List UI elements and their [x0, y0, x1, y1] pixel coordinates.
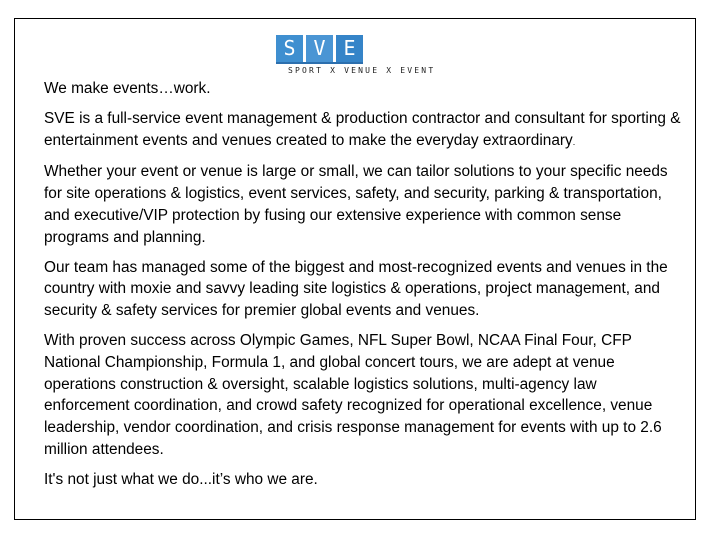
team-paragraph: Our team has managed some of the biggest and most-recognized events and venues in the country with moxie and savvy leading site logistics & operations, project management, and security & safety services for premier global events and venues. — [44, 258, 668, 320]
about-period: . — [572, 136, 576, 147]
about-paragraph — [44, 108, 684, 154]
sve-logo — [276, 35, 438, 77]
experience-paragraph: With proven success across Olympic Games, NFL Super Bowl, NCAA Final Four, CFP National Championship, Formula 1, and global concert tours, we are adept at venue operations construction & oversight, scalable logistics solutions, multi-agency law enforcement coordination, and crowd safety recognized for operational excellence, venue leadership, vendor coordination, and crisis response management for events with up to 2.6 million attendees. — [44, 331, 662, 458]
services-paragraph: Whether your event or venue is large or small, we can tailor solutions to your specific needs for site operations & logistics, event services, safety, and security, parking & transportation, and executive/VIP protection by fusing our extensive experience with common sense programs and planning. — [44, 163, 668, 246]
logo-letter-s: S — [276, 35, 303, 62]
intro-paragraph: We make events…work. — [44, 80, 211, 97]
logo-underline — [276, 62, 363, 64]
logo-letters — [276, 35, 363, 62]
about-text: SVE is a full-service event management & production contractor and consultant for sporting & entertainment events and venues created to make the everyday extraordinary — [44, 109, 681, 149]
logo-letter-e: E — [336, 35, 363, 62]
closing-paragraph: It's not just what we do...it’s who we are. — [44, 470, 318, 488]
logo-tagline: SPORT X VENUE X EVENT — [288, 66, 436, 75]
body-text — [44, 78, 684, 499]
logo-letter-v: V — [306, 35, 333, 62]
